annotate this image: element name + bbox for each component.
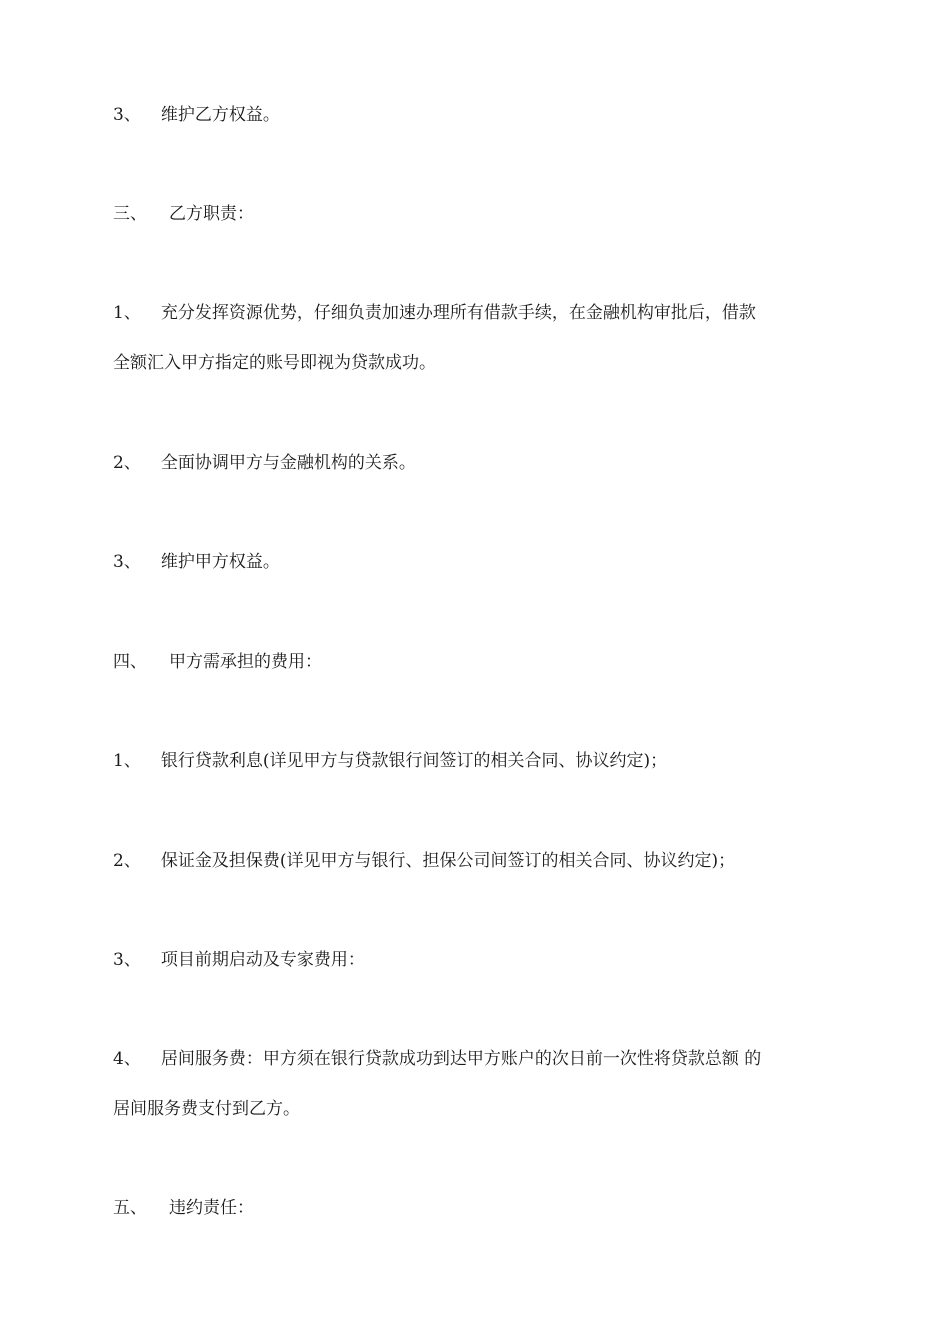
- item-number: 3、: [113, 552, 141, 572]
- item-text: 全面协调甲方与金融机构的关系。: [160, 453, 416, 473]
- item-number: 1、: [113, 303, 141, 323]
- paragraph-item-2-fee: [113, 848, 735, 874]
- item-text: 银行贷款利息(详见甲方与贷款银行间签订的相关合同、协议约定)；: [160, 751, 668, 771]
- item-text: 保证金及担保费(详见甲方与银行、担保公司间签订的相关合同、协议约定)；: [160, 851, 736, 871]
- item-text: 居间服务费：甲方须在银行贷款成功到达甲方账户的次日前一次性将贷款总额 的: [160, 1049, 762, 1069]
- item-number: 2、: [113, 851, 141, 871]
- section-heading-5: [113, 1195, 254, 1221]
- item-number: 3、: [113, 950, 141, 970]
- section-title: 乙方职责：: [169, 204, 254, 224]
- item-number: 4、: [113, 1049, 141, 1069]
- section-number: 三、: [113, 204, 147, 224]
- paragraph-item-2-duty: [113, 450, 416, 476]
- item-number: 2、: [113, 453, 141, 473]
- paragraph-item-1-duty: [113, 300, 756, 326]
- item-text-continued: 全额汇入甲方指定的账号即视为贷款成功。: [113, 353, 436, 373]
- item-text: 项目前期启动及专家费用：: [160, 950, 365, 970]
- paragraph-item-3-duty: [113, 549, 280, 575]
- item-text: 维护甲方权益。: [160, 552, 280, 572]
- item-number: 3、: [113, 105, 141, 125]
- section-heading-3: [113, 201, 254, 227]
- paragraph-item-3-party-b-rights: [113, 102, 280, 128]
- section-title: 甲方需承担的费用：: [169, 652, 322, 672]
- item-number: 1、: [113, 751, 141, 771]
- paragraph-continuation: [113, 350, 436, 376]
- item-text: 维护乙方权益。: [160, 105, 280, 125]
- section-number: 五、: [113, 1198, 147, 1218]
- paragraph-item-3-fee: [113, 947, 365, 973]
- section-heading-4: [113, 649, 322, 675]
- item-text-continued: 居间服务费支付到乙方。: [113, 1099, 300, 1119]
- section-number: 四、: [113, 652, 147, 672]
- paragraph-item-4-fee: [113, 1046, 761, 1072]
- item-text: 充分发挥资源优势，仔细负责加速办理所有借款手续，在金融机构审批后，借款: [160, 303, 756, 323]
- section-title: 违约责任：: [169, 1198, 254, 1218]
- paragraph-continuation: [113, 1096, 300, 1122]
- paragraph-item-1-fee: [113, 748, 667, 774]
